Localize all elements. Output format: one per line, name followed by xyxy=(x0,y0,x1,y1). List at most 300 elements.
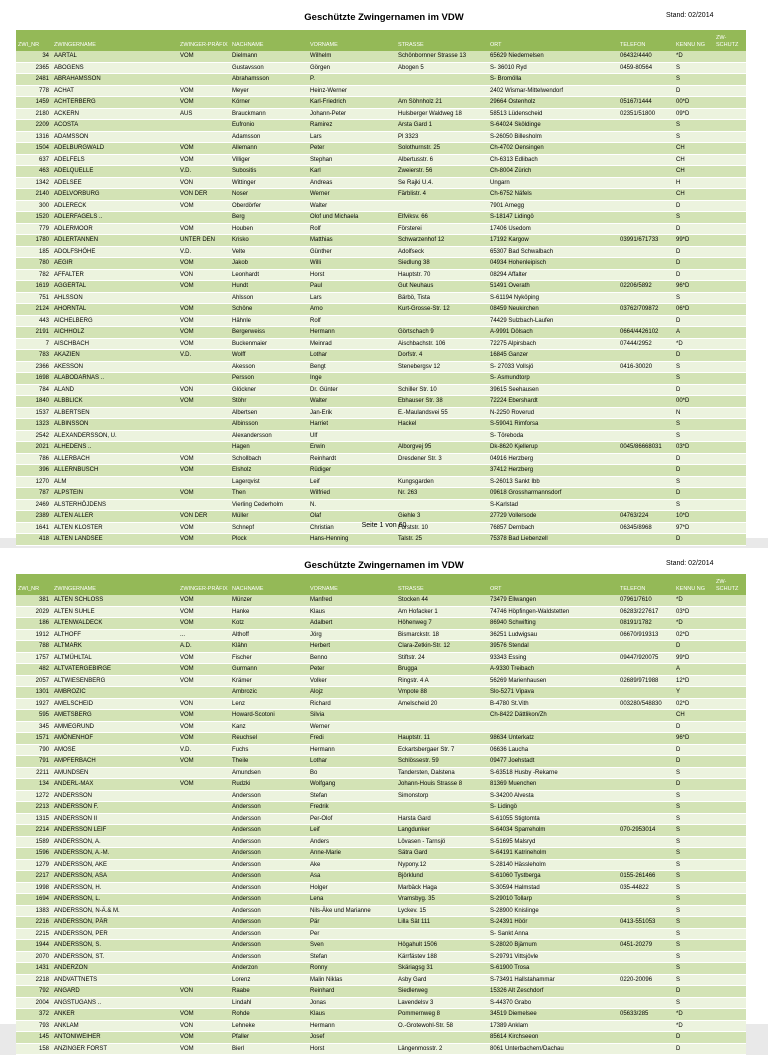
cell-ort: 09618 Grossharmannsdorf xyxy=(488,488,618,500)
table-row xyxy=(16,882,746,894)
cell-nachname: Alexandersson xyxy=(230,430,308,442)
cell-zwingername: ANDERSSON LEIF xyxy=(52,825,178,837)
cell-nachname: Andersson xyxy=(230,871,308,883)
col-zwingername: ZWINGERNAME xyxy=(52,574,178,595)
cell-strasse: Arsta Gard 1 xyxy=(396,120,488,132)
cell-praefix: VOM xyxy=(178,522,230,534)
cell-kennung: D xyxy=(674,200,714,212)
cell-ort: 34519 Diemelsee xyxy=(488,1009,618,1021)
cell-kennung: D xyxy=(674,641,714,653)
table-row xyxy=(16,51,746,62)
cell-kennung: S xyxy=(674,905,714,917)
cell-zwi-nr: 2209 xyxy=(16,120,52,132)
cell-nachname: Hundt xyxy=(230,281,308,293)
cell-praefix xyxy=(178,894,230,906)
cell-zwi-nr: 2389 xyxy=(16,511,52,523)
cell-ort: S-29791 Vittsjövle xyxy=(488,951,618,963)
table-row xyxy=(16,189,746,201)
cell-vorname: Malin Niklas xyxy=(308,974,396,986)
cell-ort: A-9330 Treibach xyxy=(488,664,618,676)
cell-zwingername: ADLERECK xyxy=(52,200,178,212)
cell-nachname: Hagen xyxy=(230,442,308,454)
cell-vorname: Wolfgang xyxy=(308,779,396,791)
col-praefix: ZWINGER-PRÄFIX xyxy=(178,574,230,595)
cell-strasse: Stiftstr. 24 xyxy=(396,652,488,664)
cell-kennung: S xyxy=(674,882,714,894)
cell-zwingername: ANDERSSON, A. xyxy=(52,836,178,848)
cell-praefix xyxy=(178,802,230,814)
cell-praefix: AUS xyxy=(178,108,230,120)
cell-schutz xyxy=(714,315,746,327)
cell-strasse: Lyckev. 15 xyxy=(396,905,488,917)
cell-zwi-nr: 1694 xyxy=(16,894,52,906)
cell-zwi-nr: 1840 xyxy=(16,396,52,408)
cell-zwi-nr: 158 xyxy=(16,1043,52,1055)
cell-vorname: Jörg xyxy=(308,629,396,641)
cell-ort: 17406 Usedom xyxy=(488,223,618,235)
cell-zwi-nr: 2191 xyxy=(16,327,52,339)
cell-nachname: Andersson xyxy=(230,859,308,871)
cell-vorname: Stefan xyxy=(308,790,396,802)
cell-ort: S-18147 Lidingö xyxy=(488,212,618,224)
cell-zwi-nr: 1619 xyxy=(16,281,52,293)
cell-praefix xyxy=(178,928,230,940)
cell-zwi-nr: 2469 xyxy=(16,499,52,511)
cell-zwi-nr: 1383 xyxy=(16,905,52,917)
cell-praefix: VOM xyxy=(178,595,230,606)
cell-telefon xyxy=(618,687,674,699)
cell-schutz xyxy=(714,62,746,74)
cell-nachname: Andersson xyxy=(230,825,308,837)
cell-praefix: VON xyxy=(178,177,230,189)
cell-nachname: Andersson xyxy=(230,894,308,906)
cell-zwi-nr: 2218 xyxy=(16,974,52,986)
cell-praefix xyxy=(178,997,230,1009)
table-row xyxy=(16,246,746,258)
cell-vorname: Anders xyxy=(308,836,396,848)
cell-schutz xyxy=(714,595,746,606)
cell-telefon xyxy=(618,499,674,511)
col-strasse: STRASSE xyxy=(396,574,488,595)
cell-zwingername: ANZINGER FORST xyxy=(52,1043,178,1055)
cell-ort: 39615 Seehausen xyxy=(488,384,618,396)
cell-schutz xyxy=(714,664,746,676)
cell-vorname: Jan-Erik xyxy=(308,407,396,419)
cell-nachname: Kanz xyxy=(230,721,308,733)
cell-telefon xyxy=(618,997,674,1009)
cell-strasse: Bärbö, Tista xyxy=(396,292,488,304)
cell-kennung: *D xyxy=(674,338,714,350)
cell-kennung: *D xyxy=(674,618,714,630)
cell-schutz xyxy=(714,825,746,837)
cell-nachname: Andersson xyxy=(230,813,308,825)
cell-kennung: S xyxy=(674,848,714,860)
cell-nachname: Krisko xyxy=(230,235,308,247)
cell-schutz xyxy=(714,905,746,917)
cell-kennung: S xyxy=(674,859,714,871)
col-kennung: KENNU NG xyxy=(674,30,714,51)
cell-zwi-nr: 1912 xyxy=(16,629,52,641)
cell-schutz xyxy=(714,790,746,802)
cell-zwingername: ALBBLICK xyxy=(52,396,178,408)
table-row xyxy=(16,802,746,814)
cell-praefix: VOM xyxy=(178,85,230,97)
cell-ort: 15326 Alt Zeschdorf xyxy=(488,986,618,998)
cell-kennung: S xyxy=(674,62,714,74)
cell-schutz xyxy=(714,338,746,350)
table-row xyxy=(16,595,746,606)
cell-kennung: D xyxy=(674,269,714,281)
table-row xyxy=(16,453,746,465)
cell-kennung: D xyxy=(674,986,714,998)
cell-praefix: VOM xyxy=(178,733,230,745)
cell-zwingername: AMÖNENHOF xyxy=(52,733,178,745)
cell-schutz xyxy=(714,511,746,523)
cell-ort: S- Töreboda xyxy=(488,430,618,442)
cell-strasse: Asby Gard xyxy=(396,974,488,986)
cell-schutz xyxy=(714,848,746,860)
cell-strasse: Hauptstr. 70 xyxy=(396,269,488,281)
cell-ort: Ungarn xyxy=(488,177,618,189)
cell-zwi-nr: 2070 xyxy=(16,951,52,963)
table-row xyxy=(16,687,746,699)
cell-kennung: N xyxy=(674,407,714,419)
cell-vorname: Bo xyxy=(308,767,396,779)
cell-praefix: VOM xyxy=(178,1043,230,1055)
cell-strasse: Görtschach 9 xyxy=(396,327,488,339)
cell-schutz xyxy=(714,721,746,733)
cell-kennung: S xyxy=(674,373,714,385)
cell-zwi-nr: 1301 xyxy=(16,687,52,699)
cell-kennung: S xyxy=(674,802,714,814)
cell-strasse: Vramsbyg. 35 xyxy=(396,894,488,906)
cell-zwi-nr: 2004 xyxy=(16,997,52,1009)
cell-nachname: Andersson xyxy=(230,928,308,940)
cell-telefon xyxy=(618,120,674,132)
cell-vorname: Peter xyxy=(308,143,396,155)
page-footer: Seite 1 von 60 xyxy=(361,522,407,529)
cell-ort: A-9991 Dölsach xyxy=(488,327,618,339)
cell-kennung: D xyxy=(674,1032,714,1044)
cell-vorname: Ake xyxy=(308,859,396,871)
table-row xyxy=(16,442,746,454)
col-praefix: ZWINGER-PRÄFIX xyxy=(178,30,230,51)
cell-zwingername: ADLERFAGELS .. xyxy=(52,212,178,224)
cell-schutz xyxy=(714,986,746,998)
cell-vorname: Peter xyxy=(308,664,396,676)
cell-ort: B-4780 St.Vith xyxy=(488,698,618,710)
table-row xyxy=(16,1009,746,1021)
cell-praefix xyxy=(178,120,230,132)
table-row xyxy=(16,940,746,952)
cell-ort: 72275 Alpirsbach xyxy=(488,338,618,350)
cell-nachname: Glöckner xyxy=(230,384,308,396)
cell-zwi-nr: 2366 xyxy=(16,361,52,373)
cell-zwi-nr: 145 xyxy=(16,1032,52,1044)
cell-zwingername: ANDERSSON, PÄR xyxy=(52,917,178,929)
cell-praefix: VOM xyxy=(178,327,230,339)
table-row xyxy=(16,963,746,975)
table-row xyxy=(16,62,746,74)
cell-vorname: Horst xyxy=(308,269,396,281)
cell-kennung: CH xyxy=(674,166,714,178)
cell-praefix: VOM xyxy=(178,281,230,293)
cell-nachname: Andersson xyxy=(230,917,308,929)
cell-nachname: Dielmann xyxy=(230,51,308,62)
cell-zwingername: ANGSTUGANS .. xyxy=(52,997,178,1009)
cell-strasse: Se Rajki U.4. xyxy=(396,177,488,189)
cell-telefon xyxy=(618,177,674,189)
cell-telefon xyxy=(618,407,674,419)
cell-ort: 08294 Affalter xyxy=(488,269,618,281)
cell-zwi-nr: 637 xyxy=(16,154,52,166)
cell-zwi-nr: 784 xyxy=(16,384,52,396)
table-row xyxy=(16,223,746,235)
table-row xyxy=(16,606,746,618)
table-row xyxy=(16,744,746,756)
table-row xyxy=(16,419,746,431)
cell-telefon xyxy=(618,396,674,408)
table-row xyxy=(16,384,746,396)
cell-zwingername: ALTEN KLOSTER xyxy=(52,522,178,534)
cell-nachname: Andersson xyxy=(230,882,308,894)
cell-schutz xyxy=(714,223,746,235)
cell-telefon xyxy=(618,641,674,653)
cell-telefon: 03991/671733 xyxy=(618,235,674,247)
cell-telefon xyxy=(618,373,674,385)
cell-zwingername: AMUNDSEN xyxy=(52,767,178,779)
cell-nachname: Althoff xyxy=(230,629,308,641)
cell-strasse: Siedlerweg xyxy=(396,986,488,998)
col-schutz: ZW-SCHUTZ xyxy=(714,30,746,51)
cell-schutz xyxy=(714,120,746,132)
cell-zwingername: AARTAL xyxy=(52,51,178,62)
col-zwi-nr: ZWI_NR xyxy=(16,574,52,595)
cell-praefix xyxy=(178,848,230,860)
cell-praefix: VON xyxy=(178,384,230,396)
cell-schutz xyxy=(714,1043,746,1055)
cell-nachname: Fischer xyxy=(230,652,308,664)
cell-zwi-nr: 1323 xyxy=(16,419,52,431)
cell-zwingername: ACHAT xyxy=(52,85,178,97)
cell-zwingername: AKESSON xyxy=(52,361,178,373)
cell-kennung: 12*D xyxy=(674,675,714,687)
cell-zwingername: AMELSCHEID xyxy=(52,698,178,710)
cell-ort: 93343 Essing xyxy=(488,652,618,664)
cell-schutz xyxy=(714,361,746,373)
cell-vorname: Walter xyxy=(308,396,396,408)
cell-ort: 29664 Ostenholz xyxy=(488,97,618,109)
cell-schutz xyxy=(714,894,746,906)
cell-schutz xyxy=(714,292,746,304)
col-telefon: TELEFON xyxy=(618,574,674,595)
cell-vorname: Hans-Henning xyxy=(308,534,396,546)
cell-ort: S-51695 Malsryd xyxy=(488,836,618,848)
cell-telefon xyxy=(618,721,674,733)
table-row xyxy=(16,534,746,546)
cell-zwi-nr: 134 xyxy=(16,779,52,791)
cell-zwingername: ALTWIESENBERG xyxy=(52,675,178,687)
cell-telefon: 0451-20279 xyxy=(618,940,674,952)
cell-zwi-nr: 782 xyxy=(16,269,52,281)
cell-telefon xyxy=(618,74,674,86)
cell-zwi-nr: 1459 xyxy=(16,97,52,109)
cell-telefon xyxy=(618,928,674,940)
cell-schutz xyxy=(714,813,746,825)
cell-vorname: Olaf xyxy=(308,511,396,523)
cell-praefix: V.D. xyxy=(178,744,230,756)
cell-strasse xyxy=(396,430,488,442)
cell-vorname: Rolf xyxy=(308,223,396,235)
cell-ort: 65629 Niedernelsen xyxy=(488,51,618,62)
cell-schutz xyxy=(714,710,746,722)
cell-nachname: Schöne xyxy=(230,304,308,316)
cell-telefon xyxy=(618,419,674,431)
cell-praefix xyxy=(178,62,230,74)
cell-zwingername: AMMEGRUND xyxy=(52,721,178,733)
cell-schutz xyxy=(714,882,746,894)
table-row xyxy=(16,304,746,316)
cell-praefix: A.D. xyxy=(178,641,230,653)
cell-strasse: Bismarckstr. 18 xyxy=(396,629,488,641)
cell-zwingername: ANDERSSON II xyxy=(52,813,178,825)
cell-kennung: 97*D xyxy=(674,522,714,534)
cell-praefix xyxy=(178,131,230,143)
cell-ort: 72224 Ebershardt xyxy=(488,396,618,408)
cell-strasse: Simonstorp xyxy=(396,790,488,802)
cell-kennung: S xyxy=(674,430,714,442)
cell-ort: S- Sankt Anna xyxy=(488,928,618,940)
cell-schutz xyxy=(714,131,746,143)
cell-zwingername: ALTMÜHLTAL xyxy=(52,652,178,664)
cell-ort: S-26050 Billesholm xyxy=(488,131,618,143)
cell-telefon xyxy=(618,315,674,327)
cell-zwi-nr: 1927 xyxy=(16,698,52,710)
cell-zwi-nr: 372 xyxy=(16,1009,52,1021)
cell-praefix xyxy=(178,442,230,454)
cell-schutz xyxy=(714,465,746,477)
cell-ort: S-29010 Tollarp xyxy=(488,894,618,906)
cell-strasse xyxy=(396,74,488,86)
cell-nachname: Eufronio xyxy=(230,120,308,132)
cell-strasse: Brugga xyxy=(396,664,488,676)
cell-vorname: Görgen xyxy=(308,62,396,74)
table-row xyxy=(16,177,746,189)
table-row xyxy=(16,154,746,166)
cell-telefon xyxy=(618,488,674,500)
cell-zwi-nr: 793 xyxy=(16,1020,52,1032)
cell-nachname: Andersson xyxy=(230,951,308,963)
cell-zwi-nr: 2215 xyxy=(16,928,52,940)
cell-zwi-nr: 1537 xyxy=(16,407,52,419)
cell-zwi-nr: 2057 xyxy=(16,675,52,687)
cell-vorname: Stephan xyxy=(308,154,396,166)
cell-kennung: D xyxy=(674,744,714,756)
cell-vorname: Hermann xyxy=(308,327,396,339)
cell-kennung: Y xyxy=(674,687,714,699)
cell-kennung: D xyxy=(674,246,714,258)
cell-kennung: S xyxy=(674,292,714,304)
cell-vorname: Stefan xyxy=(308,951,396,963)
cell-ort: 16845 Ganzer xyxy=(488,350,618,362)
cell-vorname: Lena xyxy=(308,894,396,906)
cell-schutz xyxy=(714,951,746,963)
cell-vorname: Wilhelm xyxy=(308,51,396,62)
cell-ort: 06636 Laucha xyxy=(488,744,618,756)
cell-telefon xyxy=(618,894,674,906)
cell-ort: 08459 Neukirchen xyxy=(488,304,618,316)
cell-praefix xyxy=(178,419,230,431)
cell-kennung: 96*D xyxy=(674,733,714,745)
cell-kennung: D xyxy=(674,258,714,270)
cell-zwi-nr: 786 xyxy=(16,453,52,465)
cell-praefix: V.D. xyxy=(178,166,230,178)
cell-zwi-nr: 1998 xyxy=(16,882,52,894)
cell-vorname: Benno xyxy=(308,652,396,664)
cell-ort: Dk-8620 Kjellerup xyxy=(488,442,618,454)
cell-telefon xyxy=(618,143,674,155)
cell-kennung: D xyxy=(674,534,714,546)
cell-zwingername: ADELFELS xyxy=(52,154,178,166)
cell-praefix: VOM xyxy=(178,664,230,676)
cell-praefix: VOM xyxy=(178,710,230,722)
cell-telefon xyxy=(618,534,674,546)
cell-telefon: 0413-551053 xyxy=(618,917,674,929)
cell-zwingername: ANGARD xyxy=(52,986,178,998)
cell-schutz xyxy=(714,212,746,224)
cell-kennung: S xyxy=(674,825,714,837)
cell-strasse: Solothurnstr. 25 xyxy=(396,143,488,155)
cell-vorname: Karl xyxy=(308,166,396,178)
cell-schutz xyxy=(714,940,746,952)
cell-praefix: VOM xyxy=(178,304,230,316)
cell-vorname: Hermann xyxy=(308,1020,396,1032)
cell-telefon xyxy=(618,292,674,304)
cell-schutz xyxy=(714,384,746,396)
document-date: Stand: 02/2014 xyxy=(666,560,714,567)
table-row xyxy=(16,1043,746,1055)
cell-zwingername: ANDERZON xyxy=(52,963,178,975)
cell-strasse xyxy=(396,721,488,733)
table-row xyxy=(16,430,746,442)
cell-vorname: Lothar xyxy=(308,756,396,768)
cell-zwi-nr: 2214 xyxy=(16,825,52,837)
cell-zwi-nr: 185 xyxy=(16,246,52,258)
cell-zwi-nr: 2021 xyxy=(16,442,52,454)
cell-telefon xyxy=(618,465,674,477)
cell-kennung: 09*D xyxy=(674,108,714,120)
cell-vorname: Per-Olof xyxy=(308,813,396,825)
cell-telefon xyxy=(618,246,674,258)
cell-praefix: VOM xyxy=(178,223,230,235)
cell-vorname: Sven xyxy=(308,940,396,952)
document-date: Stand: 02/2014 xyxy=(666,12,714,19)
col-schutz: ZW-SCHUTZ xyxy=(714,574,746,595)
cell-praefix: ... xyxy=(178,629,230,641)
cell-strasse xyxy=(396,802,488,814)
cell-strasse: Ebhauser Str. 38 xyxy=(396,396,488,408)
cell-ort: 51491 Overath xyxy=(488,281,618,293)
table-row xyxy=(16,281,746,293)
cell-zwingername: ACHTERBERG xyxy=(52,97,178,109)
table-row xyxy=(16,200,746,212)
cell-nachname: Adamsson xyxy=(230,131,308,143)
cell-zwingername: ALTHOFF xyxy=(52,629,178,641)
cell-ort: S-26013 Sankt Ibb xyxy=(488,476,618,488)
cell-kennung: D xyxy=(674,453,714,465)
cell-praefix xyxy=(178,499,230,511)
cell-nachname: Bergerweiss xyxy=(230,327,308,339)
